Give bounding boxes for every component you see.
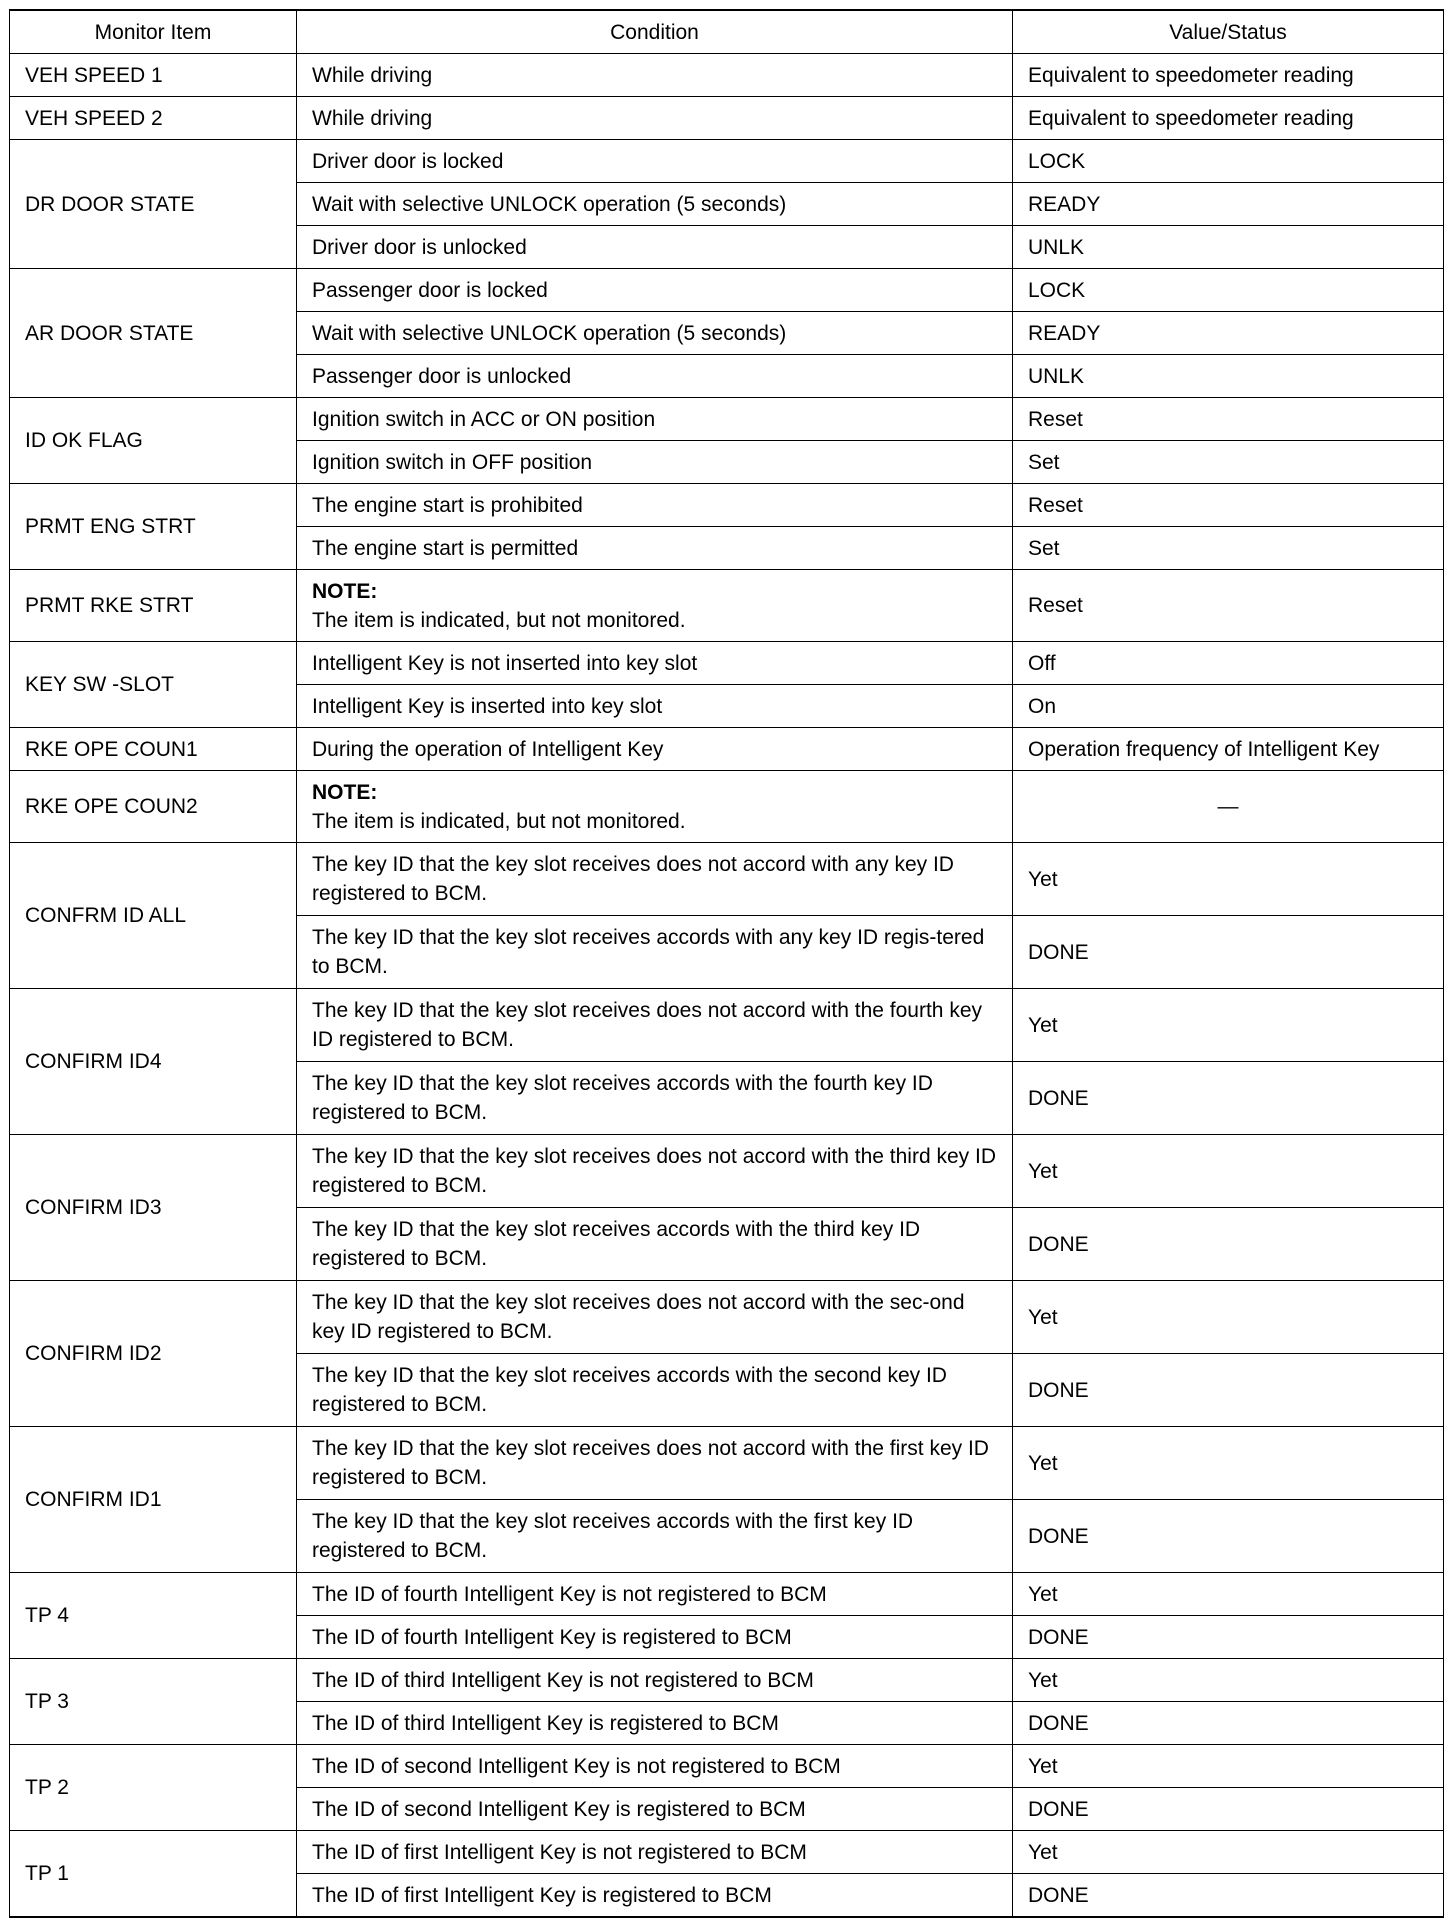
table-row — [10, 728, 1444, 771]
value-status-cell: LOCK — [1013, 269, 1444, 312]
table-row — [10, 269, 1444, 312]
table-row — [10, 570, 1444, 642]
header-monitor-item: Monitor Item — [10, 10, 297, 54]
header-row — [10, 10, 1444, 54]
monitor-item-cell: CONFIRM ID2 — [10, 1281, 297, 1427]
monitor-item-cell: CONFRM ID ALL — [10, 843, 297, 989]
condition-cell — [297, 771, 1013, 843]
monitor-item-cell: TP 1 — [10, 1831, 297, 1918]
header-condition: Condition — [297, 10, 1013, 54]
condition-cell: While driving — [297, 97, 1013, 140]
condition-cell: Wait with selective UNLOCK operation (5 seconds) — [297, 183, 1013, 226]
value-status-cell: Reset — [1013, 398, 1444, 441]
table-row — [10, 484, 1444, 527]
condition-cell: The ID of third Intelligent Key is not registered to BCM — [297, 1659, 1013, 1702]
value-status-cell: DONE — [1013, 1062, 1444, 1135]
value-status-cell: Set — [1013, 441, 1444, 484]
condition-cell: The engine start is prohibited — [297, 484, 1013, 527]
condition-cell: The key ID that the key slot receives accords with any key ID regis-tered to BCM. — [297, 916, 1013, 989]
value-status-cell: Yet — [1013, 1281, 1444, 1354]
monitor-item-cell: PRMT ENG STRT — [10, 484, 297, 570]
value-status-cell: Yet — [1013, 843, 1444, 916]
condition-cell: Driver door is unlocked — [297, 226, 1013, 269]
condition-cell: The ID of fourth Intelligent Key is registered to BCM — [297, 1616, 1013, 1659]
note-label: NOTE: — [312, 780, 378, 804]
value-status-cell: READY — [1013, 312, 1444, 355]
condition-cell: The key ID that the key slot receives does not accord with the third key ID registered to BCM. — [297, 1135, 1013, 1208]
monitor-table — [9, 9, 1444, 1918]
condition-cell: The engine start is permitted — [297, 527, 1013, 570]
condition-cell: During the operation of Intelligent Key — [297, 728, 1013, 771]
condition-cell: The key ID that the key slot receives does not accord with any key ID registered to BCM. — [297, 843, 1013, 916]
monitor-item-cell: AR DOOR STATE — [10, 269, 297, 398]
value-status-cell: READY — [1013, 183, 1444, 226]
value-status-cell: Yet — [1013, 1831, 1444, 1874]
condition-cell: The ID of second Intelligent Key is not registered to BCM — [297, 1745, 1013, 1788]
value-status-cell: Yet — [1013, 989, 1444, 1062]
value-status-cell: UNLK — [1013, 226, 1444, 269]
table-row — [10, 1281, 1444, 1354]
table-row — [10, 642, 1444, 685]
note-label: NOTE: — [312, 579, 378, 603]
condition-cell: The ID of first Intelligent Key is not registered to BCM — [297, 1831, 1013, 1874]
monitor-item-cell: TP 4 — [10, 1573, 297, 1659]
value-status-cell: DONE — [1013, 1874, 1444, 1918]
monitor-item-cell: DR DOOR STATE — [10, 140, 297, 269]
table-row — [10, 1135, 1444, 1208]
condition-cell: The ID of fourth Intelligent Key is not registered to BCM — [297, 1573, 1013, 1616]
value-status-cell: DONE — [1013, 1354, 1444, 1427]
monitor-item-cell: TP 3 — [10, 1659, 297, 1745]
value-status-cell: Equivalent to speedometer reading — [1013, 97, 1444, 140]
table-row — [10, 398, 1444, 441]
value-status-cell: Equivalent to speedometer reading — [1013, 54, 1444, 97]
condition-cell: Passenger door is unlocked — [297, 355, 1013, 398]
condition-cell: The key ID that the key slot receives does not accord with the sec-ond key ID registered to BCM. — [297, 1281, 1013, 1354]
value-status-cell: Reset — [1013, 570, 1444, 642]
condition-cell: The key ID that the key slot receives does not accord with the fourth key ID registered to BCM. — [297, 989, 1013, 1062]
header-value-status: Value/Status — [1013, 10, 1444, 54]
condition-cell: Wait with selective UNLOCK operation (5 seconds) — [297, 312, 1013, 355]
value-status-cell: Yet — [1013, 1427, 1444, 1500]
value-status-cell: Operation frequency of Intelligent Key — [1013, 728, 1444, 771]
value-status-cell: LOCK — [1013, 140, 1444, 183]
monitor-item-cell: ID OK FLAG — [10, 398, 297, 484]
value-status-cell: DONE — [1013, 916, 1444, 989]
condition-cell: Ignition switch in OFF position — [297, 441, 1013, 484]
monitor-item-cell: CONFIRM ID4 — [10, 989, 297, 1135]
table-row — [10, 54, 1444, 97]
table-row — [10, 1831, 1444, 1874]
monitor-item-cell: VEH SPEED 1 — [10, 54, 297, 97]
value-status-cell: DONE — [1013, 1616, 1444, 1659]
value-status-cell: DONE — [1013, 1788, 1444, 1831]
condition-cell: The key ID that the key slot receives does not accord with the first key ID registered to BCM. — [297, 1427, 1013, 1500]
value-status-cell: On — [1013, 685, 1444, 728]
value-status-cell: Off — [1013, 642, 1444, 685]
value-status-cell: Reset — [1013, 484, 1444, 527]
value-status-cell: UNLK — [1013, 355, 1444, 398]
value-status-cell: Yet — [1013, 1659, 1444, 1702]
value-status-cell: DONE — [1013, 1500, 1444, 1573]
value-status-cell: DONE — [1013, 1208, 1444, 1281]
table-row — [10, 1745, 1444, 1788]
monitor-item-cell: CONFIRM ID3 — [10, 1135, 297, 1281]
table-row — [10, 1659, 1444, 1702]
condition-cell: Intelligent Key is not inserted into key slot — [297, 642, 1013, 685]
condition-cell — [297, 570, 1013, 642]
value-status-cell: Set — [1013, 527, 1444, 570]
table-row — [10, 97, 1444, 140]
monitor-item-cell: RKE OPE COUN1 — [10, 728, 297, 771]
table-row — [10, 771, 1444, 843]
note-text: The item is indicated, but not monitored. — [312, 809, 686, 833]
monitor-item-cell: TP 2 — [10, 1745, 297, 1831]
condition-cell: Driver door is locked — [297, 140, 1013, 183]
condition-cell: The key ID that the key slot receives accords with the fourth key ID registered to BCM. — [297, 1062, 1013, 1135]
monitor-item-cell: PRMT RKE STRT — [10, 570, 297, 642]
monitor-item-cell: CONFIRM ID1 — [10, 1427, 297, 1573]
condition-cell: Intelligent Key is inserted into key slot — [297, 685, 1013, 728]
condition-cell: The ID of third Intelligent Key is registered to BCM — [297, 1702, 1013, 1745]
table-row — [10, 843, 1444, 916]
value-status-cell: Yet — [1013, 1745, 1444, 1788]
condition-cell: The ID of first Intelligent Key is registered to BCM — [297, 1874, 1013, 1918]
monitor-item-cell: RKE OPE COUN2 — [10, 771, 297, 843]
value-status-cell: Yet — [1013, 1573, 1444, 1616]
note-text: The item is indicated, but not monitored. — [312, 608, 686, 632]
table-row — [10, 1427, 1444, 1500]
condition-cell: Ignition switch in ACC or ON position — [297, 398, 1013, 441]
table-row — [10, 140, 1444, 183]
condition-cell: The key ID that the key slot receives accords with the second key ID registered to BCM. — [297, 1354, 1013, 1427]
condition-cell: The key ID that the key slot receives accords with the third key ID registered to BCM. — [297, 1208, 1013, 1281]
table-row — [10, 989, 1444, 1062]
value-status-cell: — — [1013, 771, 1444, 843]
monitor-item-cell: KEY SW -SLOT — [10, 642, 297, 728]
table-row — [10, 1573, 1444, 1616]
value-status-cell: DONE — [1013, 1702, 1444, 1745]
monitor-item-cell: VEH SPEED 2 — [10, 97, 297, 140]
condition-cell: Passenger door is locked — [297, 269, 1013, 312]
value-status-cell: Yet — [1013, 1135, 1444, 1208]
condition-cell: The ID of second Intelligent Key is registered to BCM — [297, 1788, 1013, 1831]
condition-cell: The key ID that the key slot receives accords with the first key ID registered to BCM. — [297, 1500, 1013, 1573]
condition-cell: While driving — [297, 54, 1013, 97]
table-body — [10, 54, 1444, 1918]
